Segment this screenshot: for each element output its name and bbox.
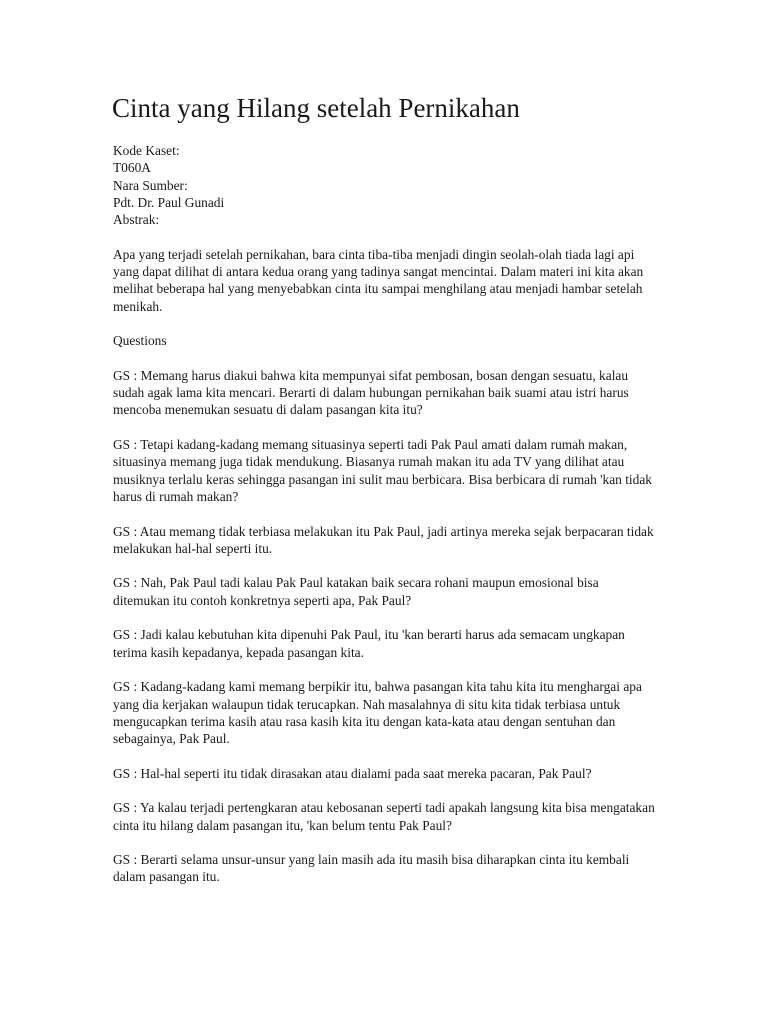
question-paragraph: GS : Memang harus diakui bahwa kita mempunyai sifat pembosan, bosan dengan sesuatu, kalau sudah agak lama kita mencari. Berarti di dalam hubungan pernikahan baik suami atau istri harus mencoba menemukan sesuatu di dalam pasangan kita itu?	[113, 367, 629, 418]
question-paragraph: GS : Ya kalau terjadi pertengkaran atau kebosanan seperti tadi apakah langsung kita bisa mengatakan cinta itu hilang dalam pasangan itu, 'kan belum tentu Pak Paul?	[113, 800, 655, 833]
question-paragraph: GS : Kadang-kadang kami memang berpikir itu, bahwa pasangan kita tahu kita itu menghargai apa yang dia kerjakan walaupun tidak terucapkan. Nah masalahnya di situ kita tidak terbiasa untuk mengucapkan terima kasih atau rasa kasih kita itu dengan kata-kata atau dengan sentuhan dan sebagainya, Pak Paul.	[113, 679, 642, 747]
question-paragraph: GS : Hal-hal seperti itu tidak dirasakan atau dialami pada saat mereka pacaran, Pak Paul?	[113, 765, 592, 781]
metadata-block	[113, 142, 658, 228]
kode-kaset-value: T060A	[113, 160, 151, 176]
abstrak-label: Abstrak:	[113, 212, 160, 228]
page-title: Cinta yang Hilang setelah Pernikahan	[112, 93, 520, 123]
questions-heading: Questions	[113, 333, 167, 349]
question-paragraph: GS : Jadi kalau kebutuhan kita dipenuhi Pak Paul, itu 'kan berarti harus ada semacam ungkapan terima kasih kepadanya, kepada pasangan kita.	[113, 627, 625, 660]
nara-sumber-label: Nara Sumber:	[113, 177, 188, 193]
question-paragraph: GS : Berarti selama unsur-unsur yang lain masih ada itu masih bisa diharapkan cinta itu kembali dalam pasangan itu.	[113, 852, 630, 885]
question-paragraph: GS : Tetapi kadang-kadang memang situasinya seperti tadi Pak Paul amati dalam rumah makan, situasinya memang juga tidak mendukung. Biasanya rumah makan itu ada TV yang dilihat atau musiknya terlalu keras sehingga pasangan ini sulit mau berbicara. Bisa berbicara di rumah 'kan tidak harus di rumah makan?	[113, 437, 652, 504]
abstract-text: Apa yang terjadi setelah pernikahan, bara cinta tiba-tiba menjadi dingin seolah-olah tiada lagi api yang dapat dilihat di antara kedua orang yang tadinya sangat mencintai. Dalam materi ini kita akan melihat beberapa hal yang menyebabkan cinta itu sampai menghilang atau menjadi hambar setelah menikah.	[113, 246, 644, 314]
question-paragraph: GS : Nah, Pak Paul tadi kalau Pak Paul katakan baik secara rohani maupun emosional bisa ditemukan itu contoh konkretnya seperti apa, Pak Paul?	[113, 575, 599, 608]
nara-sumber-value: Pdt. Dr. Paul Gunadi	[113, 194, 225, 210]
document-body	[113, 142, 658, 903]
question-paragraph: GS : Atau memang tidak terbiasa melakukan itu Pak Paul, jadi artinya mereka sejak berpacaran tidak melakukan hal-hal seperti itu.	[113, 523, 654, 556]
kode-kaset-label: Kode Kaset:	[113, 143, 180, 158]
